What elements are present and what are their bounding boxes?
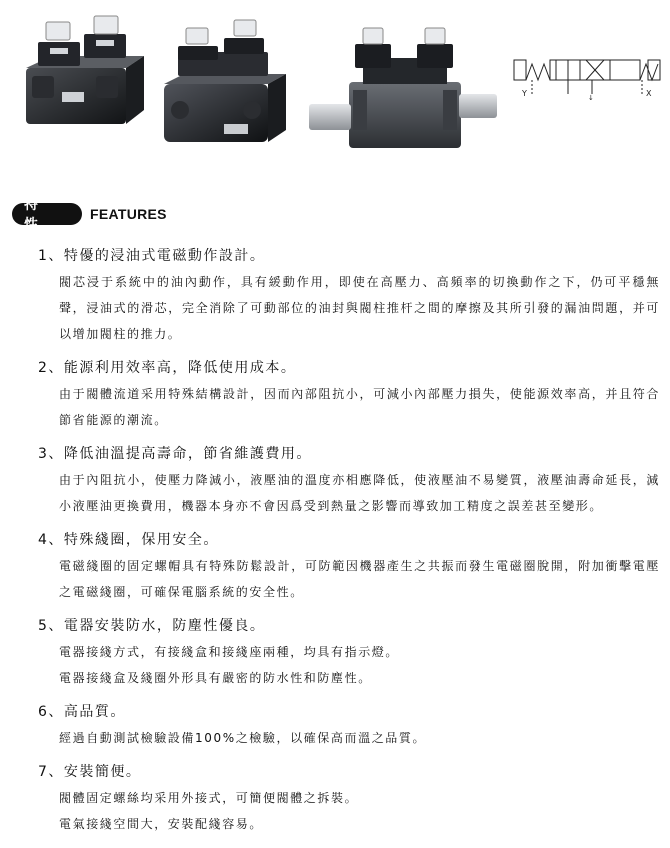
feature-title: 4、特殊綫圈，保用安全。 (38, 532, 219, 548)
port-x-label: X (646, 89, 652, 98)
feature-title: 3、降低油溫提高壽命，節省維護費用。 (38, 446, 312, 462)
feature-text: 由于內阻抗小，使壓力降減小，液壓油的溫度亦相應降低，使液壓油不易變質，液壓油壽命延長，減小液壓油更換費用，機器本身亦不會因爲受到熱量之影響而導致加工精度之誤差甚至變形。 (59, 473, 660, 513)
feature-item-3 (38, 444, 660, 519)
feature-text: 閥體固定螺絲均采用外接式，可簡便閥體之拆裝。 (59, 791, 359, 805)
section-title-en: FEATURES (90, 206, 167, 222)
feature-title: 7、安裝簡便。 (38, 764, 142, 780)
port-y-label: Y (522, 89, 527, 98)
feature-text: 電器接綫盒及綫圈外形具有嚴密的防水性和防塵性。 (59, 671, 372, 685)
feature-text: 由于閥體流道采用特殊結構設計，因而內部阻抗小，可減小內部壓力損失，使能源效率高，并且符合節省能源的潮流。 (59, 387, 660, 427)
feature-title: 2、能源利用效率高，降低使用成本。 (38, 360, 297, 376)
drain-port-label: ↓ (588, 94, 594, 102)
feature-title: 6、高品質。 (38, 704, 126, 720)
feature-item-4 (38, 530, 660, 605)
feature-text: 電器接綫方式，有接綫盒和接綫座兩種，均具有指示燈。 (59, 645, 400, 659)
feature-text: 閥芯浸于系統中的油內動作，具有緩動作用，即使在高壓力、高頻率的切換動作之下，仍可平穩無聲，浸油式的滑芯，完全消除了可動部位的油封與閥柱推杆之間的摩擦及其所引發的漏油問題，并可以增加閥柱的推力。 (59, 275, 660, 341)
feature-item-6 (38, 702, 660, 751)
feature-item-2 (38, 358, 660, 433)
feature-text: 經過自動測試檢驗設備100%之檢驗，以確保高而溫之品質。 (59, 731, 427, 745)
valve-image-2 (160, 14, 290, 148)
feature-list (38, 246, 660, 848)
valve-image-3 (305, 22, 500, 152)
feature-item-1 (38, 246, 660, 347)
feature-item-5 (38, 616, 660, 691)
feature-text: 電氣接綫空間大，安裝配綫容易。 (59, 817, 264, 831)
feature-item-7 (38, 762, 660, 837)
product-images (0, 0, 670, 160)
hydraulic-symbol (512, 56, 662, 102)
feature-title: 1、特優的浸油式電磁動作設計。 (38, 248, 266, 264)
feature-text: 電磁綫圈的固定螺帽具有特殊防鬆設計，可防範因機器產生之共振而發生電磁圈脫開，附加衝擊電壓之電磁綫圈，可確保電腦系統的安全性。 (59, 559, 660, 599)
section-badge: 特 性 (12, 203, 82, 225)
valve-image-1 (22, 14, 147, 132)
section-heading (12, 197, 167, 233)
feature-title: 5、電器安裝防水，防塵性優良。 (38, 618, 266, 634)
